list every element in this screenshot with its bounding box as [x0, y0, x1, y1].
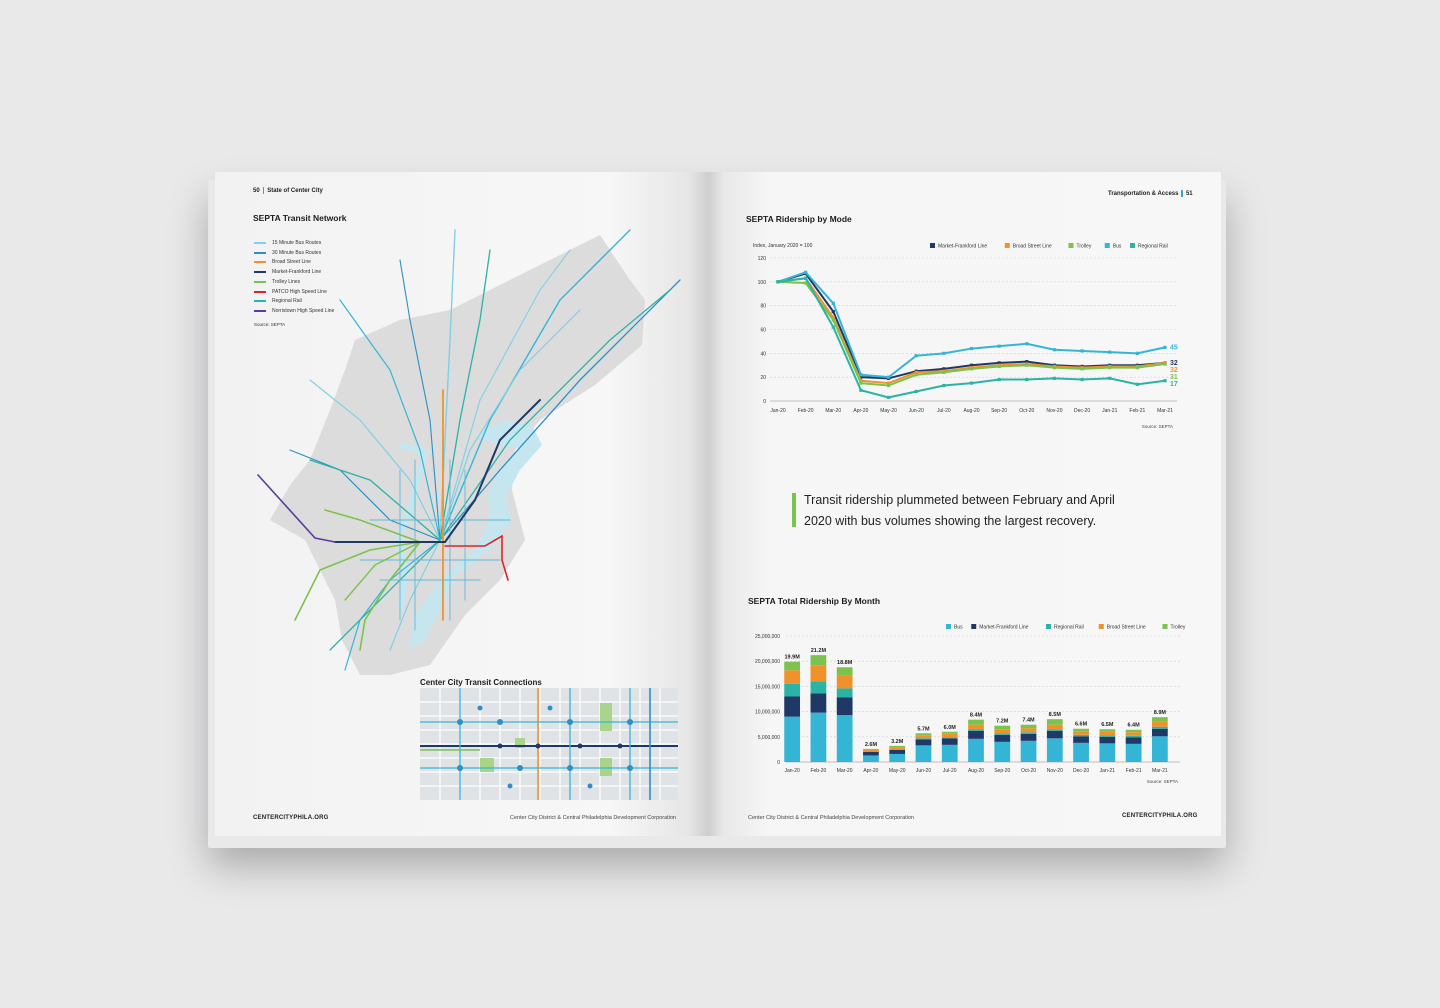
bar-segment	[1152, 736, 1168, 762]
bar-segment	[1073, 736, 1089, 743]
bar-total-label: 8.4M	[969, 712, 983, 719]
data-point	[970, 347, 973, 350]
bar-segment	[994, 726, 1010, 730]
x-tick-label: Jan-21	[1102, 408, 1118, 414]
transit-stop	[517, 765, 523, 771]
legend-swatch	[1130, 243, 1135, 248]
ridership-by-mode-chart	[740, 236, 1180, 432]
mfl-station	[498, 744, 503, 749]
transit-network-map	[250, 220, 710, 690]
bar-total-label: 8.5M	[1048, 712, 1061, 719]
data-point	[776, 280, 779, 283]
x-tick-label: May-20	[888, 768, 906, 774]
legend-label: Trolley Lines	[272, 278, 301, 285]
x-tick-label: Oct-20	[1021, 768, 1037, 774]
city-land-area	[270, 235, 645, 675]
bar-segment	[1126, 737, 1142, 744]
bar-segment	[916, 745, 932, 762]
bar-segment	[1021, 732, 1037, 734]
bar-segment	[1047, 731, 1063, 739]
bar-segment	[863, 749, 879, 750]
bar-total-label: 6.5M	[1101, 722, 1114, 729]
bar-segment	[1047, 725, 1063, 730]
bar-segment	[1047, 719, 1063, 725]
right-footer-site: CENTERCITYPHILA.ORG	[1122, 813, 1198, 819]
legend-label: Regional Rail	[1138, 243, 1168, 250]
bar-segment	[916, 735, 932, 738]
bar-segment	[1073, 731, 1089, 735]
bar-segment	[863, 750, 879, 752]
bar-segment	[968, 729, 984, 731]
legend-label: Regional Rail	[272, 298, 302, 305]
bar-total-label: 2.6M	[864, 741, 878, 748]
bar-total-label: 3.2M	[891, 738, 904, 745]
x-tick-label: Aug-20	[963, 408, 980, 414]
y-tick-label: 100	[757, 279, 766, 286]
bar-segment	[889, 747, 905, 749]
legend-swatch	[1163, 624, 1168, 629]
legend-label: Bus	[954, 624, 963, 631]
transit-stop	[588, 784, 593, 789]
bar-segment	[994, 735, 1010, 742]
legend-swatch	[1046, 624, 1051, 629]
series-line	[778, 278, 1165, 397]
bar-segment	[1047, 738, 1063, 762]
bar-segment	[889, 754, 905, 762]
x-tick-label: May-20	[880, 408, 897, 414]
legend-label: Norristown High Speed Line	[272, 307, 335, 314]
bar-segment	[1021, 728, 1037, 732]
x-tick-label: Apr-20	[863, 768, 879, 774]
left-folio-number: 50	[253, 188, 260, 195]
x-tick-label: Mar-21	[1157, 408, 1173, 414]
data-point	[859, 373, 862, 376]
bar-segment	[1099, 729, 1115, 732]
callout-text: Transit ridership plummeted between February and April 2020 with bus volumes showing the largest recovery.	[804, 493, 1115, 528]
bar-chart-title: SEPTA Total Ridership By Month	[748, 596, 881, 606]
data-point	[970, 382, 973, 385]
bar-segment	[889, 750, 905, 754]
bar-total-label: 5.7M	[917, 726, 930, 733]
series-end-label: 31	[1170, 373, 1178, 381]
data-point	[1080, 378, 1083, 381]
bar-segment	[811, 713, 827, 762]
data-point	[1163, 362, 1166, 365]
y-tick-label: 120	[757, 256, 766, 262]
folio-divider	[1181, 190, 1183, 197]
legend-label: Market-Frankford Line	[272, 269, 322, 276]
data-point	[998, 378, 1001, 381]
line-chart-title: SEPTA Ridership by Mode	[746, 214, 852, 224]
bar-total-label: 6.4M	[1127, 722, 1140, 729]
bar-total-label: 21.2M	[810, 648, 827, 655]
x-tick-label: Dec-20	[1074, 408, 1091, 414]
y-tick-label: 60	[760, 327, 766, 334]
left-footer-site: CENTERCITYPHILA.ORG	[253, 815, 329, 821]
data-point	[942, 371, 945, 374]
legend-label: Market-Frankford Line	[938, 243, 988, 250]
bar-segment	[863, 751, 879, 752]
data-point	[804, 277, 807, 280]
transit-stop	[627, 719, 633, 725]
x-tick-label: Jul-20	[942, 768, 957, 774]
data-point	[970, 367, 973, 370]
data-point	[859, 382, 862, 385]
y-tick-label: 15,000,000	[754, 684, 780, 691]
right-footer-org: Center City District & Central Philadelphia Development Corporation	[748, 815, 914, 821]
data-point	[832, 310, 835, 313]
transit-stop	[567, 719, 573, 725]
map-title: SEPTA Transit Network	[253, 213, 347, 223]
bar-segment	[837, 676, 853, 689]
bar-segment	[837, 667, 853, 676]
bar-total-label: 6.0M	[943, 724, 956, 731]
bar-segment	[1073, 729, 1089, 732]
data-point	[887, 384, 890, 387]
left-footer-org: Center City District & Central Philadelphia Development Corporation	[510, 815, 676, 821]
bar-segment	[942, 732, 958, 734]
x-tick-label: Jan-20	[770, 408, 786, 414]
bar-segment	[784, 684, 800, 697]
data-point	[832, 326, 835, 329]
legend-swatch	[1105, 243, 1110, 248]
y-tick-label: 20	[760, 375, 766, 382]
bar-segment	[889, 746, 905, 748]
data-point	[1163, 379, 1166, 382]
bar-segment	[1099, 743, 1115, 762]
bar-segment	[811, 665, 827, 681]
folio-divider	[263, 187, 265, 194]
data-point	[942, 352, 945, 355]
transit-stop	[627, 765, 633, 771]
bar-segment	[811, 693, 827, 712]
data-point	[1025, 378, 1028, 381]
bar-segment	[784, 696, 800, 716]
x-tick-label: Nov-20	[1046, 768, 1063, 774]
transit-stop	[497, 719, 503, 725]
data-point	[1053, 348, 1056, 351]
x-tick-label: Jun-20	[915, 768, 932, 774]
y-tick-label: 40	[760, 351, 766, 358]
x-tick-label: Feb-20	[810, 768, 827, 774]
x-tick-label: Jul-20	[937, 408, 951, 414]
data-point	[1080, 349, 1083, 352]
bar-segment	[968, 720, 984, 725]
legend-label: Trolley	[1076, 243, 1092, 250]
bar-segment	[1126, 736, 1142, 738]
series-end-label: 17	[1170, 380, 1178, 388]
bar-segment	[1126, 732, 1142, 736]
y-tick-label: 0	[763, 399, 766, 405]
bar-segment	[1152, 727, 1168, 729]
data-point	[832, 302, 835, 305]
data-point	[942, 384, 945, 387]
bar-segment	[811, 655, 827, 665]
series-end-label: 32	[1170, 366, 1178, 374]
bar-segment	[784, 717, 800, 762]
bar-segment	[1152, 729, 1168, 737]
data-point	[804, 271, 807, 274]
park	[480, 758, 494, 772]
bar-segment	[968, 725, 984, 730]
transit-stop	[478, 706, 483, 711]
legend-label: Bus	[1112, 243, 1122, 250]
legend-label: PATCO High Speed Line	[272, 288, 327, 295]
data-point	[915, 354, 918, 357]
x-tick-label: Feb-20	[797, 408, 814, 414]
x-tick-label: Dec-20	[1073, 768, 1090, 774]
callout-accent-bar	[792, 493, 796, 527]
data-point	[1136, 352, 1139, 355]
mfl-station	[618, 744, 623, 749]
bar-segment	[837, 715, 853, 762]
x-tick-label: Jan-21	[1099, 768, 1115, 774]
bar-segment	[1021, 725, 1037, 729]
data-point	[1108, 377, 1111, 380]
x-tick-label: Oct-20	[1019, 408, 1035, 414]
legend-label: Broad Street Line	[1106, 624, 1146, 631]
legend-swatch	[1005, 243, 1010, 248]
right-folio	[1108, 190, 1193, 197]
bar-total-label: 7.2M	[996, 718, 1009, 725]
x-tick-label: Mar-20	[836, 768, 853, 774]
x-tick-label: Jun-20	[908, 408, 924, 414]
y-tick-label: 5,000,000	[757, 734, 780, 741]
center-city-inset-map	[420, 688, 678, 800]
right-folio-number: 51	[1185, 191, 1193, 198]
right-folio-section: Transportation & Access	[1108, 191, 1179, 198]
bar-segment	[968, 731, 984, 739]
bar-total-label: 18.8M	[837, 660, 853, 667]
legend-swatch	[1069, 243, 1074, 248]
bar-segment	[942, 734, 958, 738]
inset-title: Center City Transit Connections	[420, 678, 542, 687]
x-tick-label: Mar-20	[825, 408, 842, 414]
bar-segment	[811, 681, 827, 693]
bar-total-label: 7.4M	[1022, 717, 1035, 724]
y-tick-label: 0	[777, 760, 780, 766]
bar-segment	[1152, 717, 1168, 722]
x-tick-label: Apr-20	[853, 408, 869, 414]
bar-segment	[1021, 741, 1037, 762]
x-tick-label: Feb-21	[1129, 408, 1146, 414]
legend-swatch	[946, 624, 951, 629]
data-point	[1108, 351, 1111, 354]
bar-segment	[916, 738, 932, 739]
bar-segment	[994, 742, 1010, 762]
bar-segment	[1073, 743, 1089, 762]
bar-segment	[1047, 729, 1063, 731]
bar-segment	[916, 733, 932, 735]
transit-stop	[508, 784, 513, 789]
x-tick-label: Feb-21	[1125, 768, 1142, 774]
bar-segment	[1099, 735, 1115, 737]
legend-label: 30 Minute Bus Routes	[272, 249, 322, 256]
bar-segment	[1126, 744, 1142, 762]
legend-label: Regional Rail	[1054, 624, 1084, 631]
data-point	[915, 373, 918, 376]
park	[600, 758, 612, 776]
series-end-label: 45	[1170, 344, 1178, 352]
transit-stop	[548, 706, 553, 711]
bar-segment	[1073, 735, 1089, 737]
bar-segment	[942, 745, 958, 762]
transit-stop	[457, 719, 463, 725]
x-tick-label: Aug-20	[967, 768, 985, 774]
legend-label: Trolley	[1170, 624, 1186, 631]
bar-segment	[1099, 737, 1115, 744]
left-folio-title: State of Center City	[267, 188, 323, 195]
x-tick-label: Nov-20	[1046, 408, 1063, 414]
y-tick-label: 25,000,000	[754, 634, 780, 640]
x-tick-label: Sep-20	[994, 768, 1011, 774]
chart-source: Source: SEPTA	[1141, 424, 1173, 429]
y-tick-label: 10,000,000	[754, 709, 780, 716]
bar-segment	[968, 739, 984, 762]
y-tick-label: 80	[760, 303, 766, 310]
chart-source: Source: SEPTA	[1146, 779, 1178, 784]
bar-segment	[837, 688, 853, 697]
x-tick-label: Jan-20	[784, 768, 800, 774]
bar-total-label: 8.9M	[1153, 710, 1166, 717]
data-point	[1136, 366, 1139, 369]
bar-segment	[1126, 730, 1142, 733]
transit-stop	[457, 765, 463, 771]
bar-segment	[784, 670, 800, 684]
bar-segment	[942, 738, 958, 745]
total-ridership-chart	[740, 616, 1186, 791]
data-point	[832, 318, 835, 321]
line-chart-ylabel: Index, January 2020 = 100	[753, 243, 813, 249]
bar-segment	[889, 749, 905, 750]
park	[600, 703, 612, 731]
map-source: Source: SEPTA	[254, 322, 286, 327]
legend-label: 15 Minute Bus Routes	[272, 240, 322, 246]
x-tick-label: Mar-21	[1151, 768, 1168, 774]
series-end-label: 32	[1170, 359, 1178, 367]
legend-label: Market-Frankford Line	[979, 624, 1029, 631]
data-point	[1025, 342, 1028, 345]
bar-segment	[994, 729, 1010, 733]
bar-segment	[1021, 734, 1037, 741]
data-point	[1108, 366, 1111, 369]
bar-segment	[863, 752, 879, 756]
legend-swatch	[930, 243, 935, 248]
x-tick-label: Sep-20	[991, 408, 1008, 414]
bar-segment	[1099, 732, 1115, 736]
legend-label: Broad Street Line	[1012, 243, 1052, 250]
data-point	[998, 365, 1001, 368]
data-point	[1163, 346, 1166, 349]
bar-total-label: 6.6M	[1074, 721, 1088, 728]
bar-segment	[994, 733, 1010, 735]
mfl-station	[536, 744, 541, 749]
bar-total-label: 19.9M	[784, 654, 800, 661]
data-point	[1053, 366, 1056, 369]
bar-segment	[863, 755, 879, 762]
bar-segment	[916, 739, 932, 745]
legend-label: Broad Street Line	[272, 259, 311, 266]
data-point	[1025, 364, 1028, 367]
legend-swatch	[971, 624, 976, 629]
data-point	[887, 376, 890, 379]
data-point	[859, 389, 862, 392]
legend-swatch	[1099, 624, 1104, 629]
data-point	[1080, 367, 1083, 370]
data-point	[887, 396, 890, 399]
bar-segment	[784, 662, 800, 671]
bar-segment	[1152, 722, 1168, 727]
y-tick-label: 20,000,000	[754, 659, 780, 666]
data-point	[1136, 383, 1139, 386]
bar-segment	[942, 737, 958, 738]
mfl-station	[578, 744, 583, 749]
data-point	[915, 390, 918, 393]
transit-stop	[567, 765, 573, 771]
bar-segment	[837, 697, 853, 715]
data-point	[998, 345, 1001, 348]
left-folio	[253, 187, 323, 194]
data-point	[1053, 377, 1056, 380]
